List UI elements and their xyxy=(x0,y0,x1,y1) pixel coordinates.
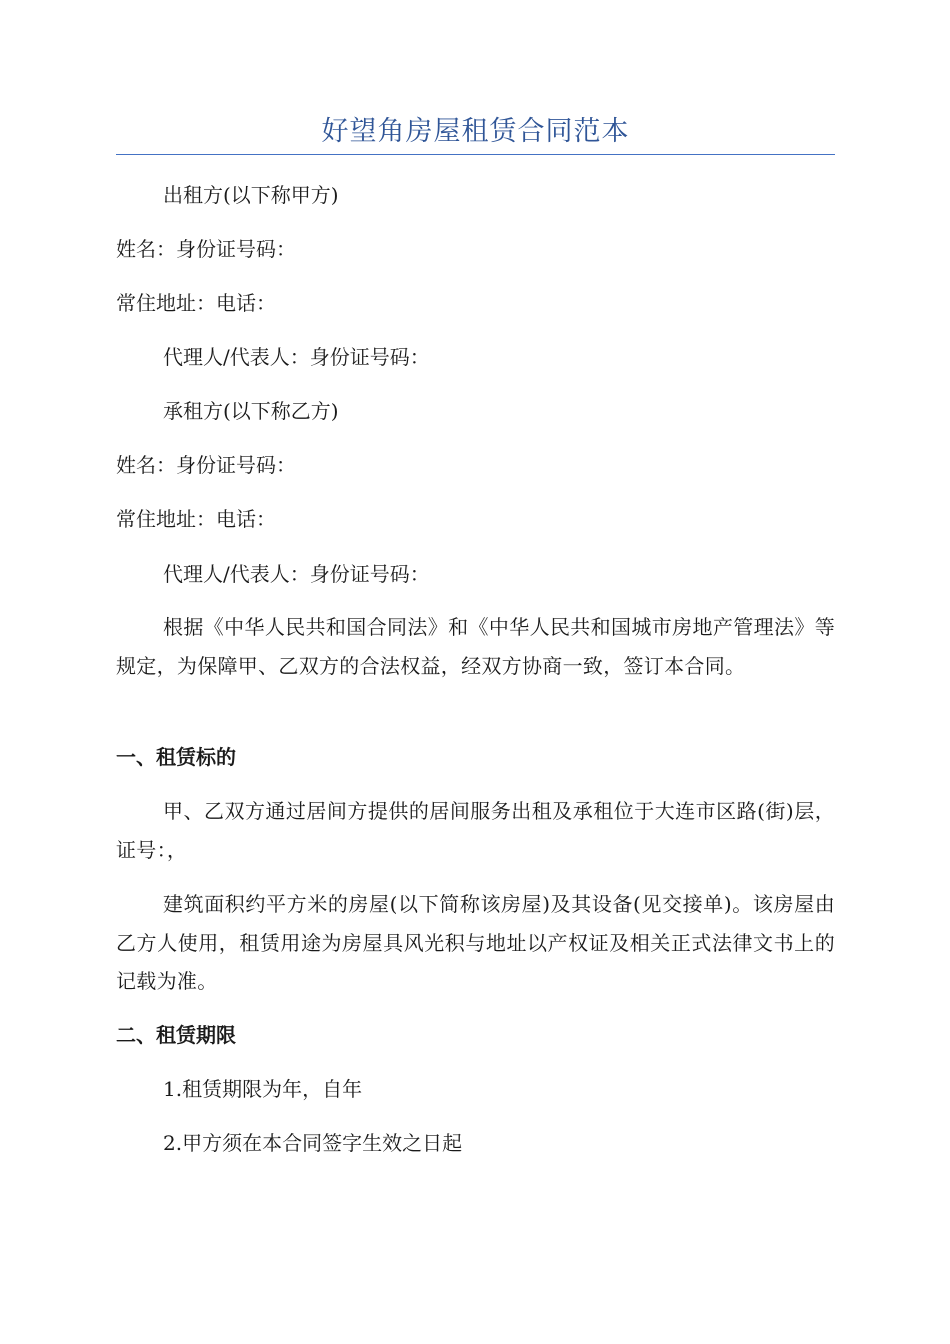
lessor-header: 出租方(以下称甲方) xyxy=(163,183,339,207)
lessor-name-id-line: 姓名：身份证号码： xyxy=(116,237,296,261)
section-2-heading: 二、租赁期限 xyxy=(116,1023,236,1047)
section-1-paragraph-2: 建筑面积约平方米的房屋(以下简称该房屋)及其设备(见交接单)。该房屋由乙方人使用，租赁用途为房屋具风光积与地址以产权证及相关正式法律文书上的记载为准。 xyxy=(116,892,835,993)
lessee-name-id-line: 姓名：身份证号码： xyxy=(116,453,296,477)
lessee-header: 承租方(以下称乙方) xyxy=(163,399,339,423)
lessee-address-phone-line: 常住地址：电话： xyxy=(116,507,276,531)
lessor-agent-line: 代理人/代表人：身份证号码： xyxy=(163,345,430,369)
section-1-heading: 一、租赁标的 xyxy=(116,745,236,769)
preamble-paragraph: 根据《中华人民共和国合同法》和《中华人民共和国城市房地产管理法》等规定，为保障甲、乙双方的合法权益，经双方协商一致，签订本合同。 xyxy=(116,615,835,678)
document-title: 好望角房屋租赁合同范本 xyxy=(321,116,630,147)
section-2-item-1: 1.租赁期限为年，自年 xyxy=(163,1077,363,1101)
lessee-agent-line: 代理人/代表人：身份证号码： xyxy=(163,562,430,586)
section-2-item-2: 2.甲方须在本合同签字生效之日起 xyxy=(163,1131,463,1155)
lessor-address-phone-line: 常住地址：电话： xyxy=(116,291,276,315)
section-1-paragraph-1: 甲、乙双方通过居间方提供的居间服务出租及承租位于大连市区路(街)层，证号：， xyxy=(116,799,835,862)
title-underline xyxy=(116,154,835,155)
